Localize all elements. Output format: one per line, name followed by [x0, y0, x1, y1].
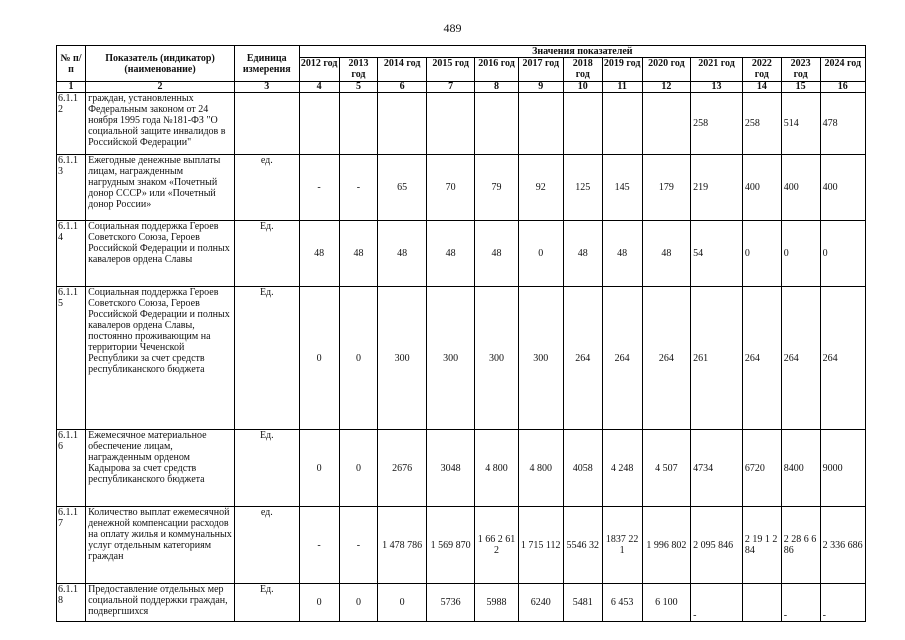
value-cell: -: [299, 507, 339, 584]
value-cell: [742, 584, 781, 622]
value-cell: -: [691, 584, 743, 622]
value-cell: 6720: [742, 430, 781, 507]
value-cell: 48: [642, 221, 691, 287]
row-unit: Ед.: [234, 430, 299, 507]
index-cell: 1: [57, 82, 86, 93]
row-number: 6.1.1 4: [57, 221, 86, 287]
value-cell: 261: [691, 287, 743, 430]
header-unit: Единица измерения: [234, 46, 299, 82]
value-cell: 48: [339, 221, 378, 287]
year-header: 2018 год: [563, 58, 602, 82]
year-header: 2023 год: [781, 58, 820, 82]
value-cell: 4 800: [518, 430, 563, 507]
row-indicator: Ежемесячное материальное обеспечение лицам, награжденным орденом Кадырова за счет средств республиканского бюджета: [86, 430, 235, 507]
header-num: № п/п: [57, 46, 86, 82]
value-cell: 48: [563, 221, 602, 287]
value-cell: 219: [691, 155, 743, 221]
value-cell: 4058: [563, 430, 602, 507]
value-cell: 264: [563, 287, 602, 430]
year-header: 2021 год: [691, 58, 743, 82]
index-cell: 4: [299, 82, 339, 93]
value-cell: [602, 93, 642, 155]
row-unit: Ед.: [234, 221, 299, 287]
value-cell: 0: [518, 221, 563, 287]
value-cell: 6 100: [642, 584, 691, 622]
value-cell: 264: [820, 287, 865, 430]
table-row: [57, 221, 866, 287]
index-cell: 8: [475, 82, 518, 93]
value-cell: 258: [742, 93, 781, 155]
value-cell: 65: [378, 155, 427, 221]
index-cell: 5: [339, 82, 378, 93]
value-cell: 179: [642, 155, 691, 221]
index-cell: 11: [602, 82, 642, 93]
value-cell: 5736: [426, 584, 475, 622]
row-unit: ед.: [234, 507, 299, 584]
year-header: 2024 год: [820, 58, 865, 82]
row-indicator: Социальная поддержка Героев Советского Союза, Героев Российской Федерации и полных кавалеров ордена Славы, постоянно проживающим на территории Чеченской Республики за счет средств республиканского бюджета: [86, 287, 235, 430]
value-cell: 0: [742, 221, 781, 287]
year-header: 2019 год: [602, 58, 642, 82]
index-cell: 12: [642, 82, 691, 93]
value-cell: 54: [691, 221, 743, 287]
value-cell: 0: [339, 287, 378, 430]
value-cell: 4 248: [602, 430, 642, 507]
value-cell: -: [299, 155, 339, 221]
value-cell: 0: [299, 584, 339, 622]
row-indicator: Ежегодные денежные выплаты лицам, награжденным нагрудным знаком «Почетный донор СССР» или «Почетный донор России»: [86, 155, 235, 221]
index-cell: 13: [691, 82, 743, 93]
index-cell: 9: [518, 82, 563, 93]
year-header: 2017 год: [518, 58, 563, 82]
index-cell: 2: [86, 82, 235, 93]
value-cell: 145: [602, 155, 642, 221]
value-cell: 0: [378, 584, 427, 622]
value-cell: 48: [602, 221, 642, 287]
row-number: 6.1.1 6: [57, 430, 86, 507]
value-cell: 258: [691, 93, 743, 155]
value-cell: 300: [378, 287, 427, 430]
value-cell: 2676: [378, 430, 427, 507]
value-cell: 4 507: [642, 430, 691, 507]
value-cell: 1837 221: [602, 507, 642, 584]
value-cell: 478: [820, 93, 865, 155]
value-cell: 264: [642, 287, 691, 430]
value-cell: 1 569 870: [426, 507, 475, 584]
value-cell: 2 095 846: [691, 507, 743, 584]
value-cell: 514: [781, 93, 820, 155]
row-number: 6.1.1 3: [57, 155, 86, 221]
value-cell: [339, 93, 378, 155]
year-header: 2016 год: [475, 58, 518, 82]
value-cell: 8400: [781, 430, 820, 507]
value-cell: 0: [820, 221, 865, 287]
value-cell: 48: [475, 221, 518, 287]
value-cell: 1 478 786: [378, 507, 427, 584]
value-cell: 300: [518, 287, 563, 430]
value-cell: 6 453: [602, 584, 642, 622]
year-header: 2015 год: [426, 58, 475, 82]
value-cell: 1 996 802: [642, 507, 691, 584]
value-cell: [475, 93, 518, 155]
value-cell: -: [339, 507, 378, 584]
index-cell: 6: [378, 82, 427, 93]
year-header: 2012 год: [299, 58, 339, 82]
table-row: [57, 93, 866, 155]
value-cell: 2 19 1 284: [742, 507, 781, 584]
value-cell: 264: [742, 287, 781, 430]
value-cell: 4734: [691, 430, 743, 507]
row-number: 6.1.1 8: [57, 584, 86, 622]
index-cell: 16: [820, 82, 865, 93]
value-cell: 2 28 6 686: [781, 507, 820, 584]
header-indicator: Показатель (индикатор) (наименование): [86, 46, 235, 82]
value-cell: 4 800: [475, 430, 518, 507]
value-cell: [299, 93, 339, 155]
value-cell: 92: [518, 155, 563, 221]
value-cell: 1 715 112: [518, 507, 563, 584]
value-cell: 400: [742, 155, 781, 221]
value-cell: [518, 93, 563, 155]
value-cell: 0: [299, 430, 339, 507]
value-cell: 5481: [563, 584, 602, 622]
value-cell: 79: [475, 155, 518, 221]
table-row: [57, 584, 866, 622]
row-unit: Ед.: [234, 287, 299, 430]
value-cell: 48: [299, 221, 339, 287]
row-number: 6.1.1 5: [57, 287, 86, 430]
table-row: [57, 507, 866, 584]
value-cell: [378, 93, 427, 155]
value-cell: 125: [563, 155, 602, 221]
index-cell: 14: [742, 82, 781, 93]
value-cell: 2 336 686: [820, 507, 865, 584]
value-cell: 48: [378, 221, 427, 287]
value-cell: [563, 93, 602, 155]
value-cell: 5546 32: [563, 507, 602, 584]
row-unit: ед.: [234, 155, 299, 221]
value-cell: 48: [426, 221, 475, 287]
value-cell: 0: [339, 584, 378, 622]
index-cell: 10: [563, 82, 602, 93]
value-cell: [426, 93, 475, 155]
value-cell: 400: [781, 155, 820, 221]
year-header: 2014 год: [378, 58, 427, 82]
value-cell: 300: [426, 287, 475, 430]
index-cell: 7: [426, 82, 475, 93]
index-cell: 3: [234, 82, 299, 93]
value-cell: 6240: [518, 584, 563, 622]
value-cell: -: [339, 155, 378, 221]
value-cell: 300: [475, 287, 518, 430]
value-cell: 1 66 2 612: [475, 507, 518, 584]
row-indicator: граждан, установленных Федеральным законом от 24 ноября 1995 года №181-ФЗ "О социальной защите инвалидов в Российской Федерации": [86, 93, 235, 155]
value-cell: 9000: [820, 430, 865, 507]
row-indicator: Количество выплат ежемесячной денежной компенсации расходов на оплату жилья и коммунальных услуг отдельным категориям граждан: [86, 507, 235, 584]
value-cell: 264: [602, 287, 642, 430]
table-row: [57, 155, 866, 221]
table-row: [57, 287, 866, 430]
year-header: 2020 год: [642, 58, 691, 82]
value-cell: -: [820, 584, 865, 622]
value-cell: 264: [781, 287, 820, 430]
value-cell: 5988: [475, 584, 518, 622]
value-cell: 0: [299, 287, 339, 430]
row-unit: Ед.: [234, 584, 299, 622]
index-cell: 15: [781, 82, 820, 93]
value-cell: 0: [339, 430, 378, 507]
row-number: 6.1.1 2: [57, 93, 86, 155]
year-header: 2022 год: [742, 58, 781, 82]
table-row: [57, 430, 866, 507]
row-indicator: Предоставление отдельных мер социальной поддержки граждан, подвергшихся: [86, 584, 235, 622]
row-unit: [234, 93, 299, 155]
value-cell: 70: [426, 155, 475, 221]
value-cell: -: [781, 584, 820, 622]
value-cell: [642, 93, 691, 155]
indicators-table: [56, 45, 866, 622]
header-values: Значения показателей: [299, 46, 865, 58]
value-cell: 0: [781, 221, 820, 287]
row-number: 6.1.1 7: [57, 507, 86, 584]
value-cell: 400: [820, 155, 865, 221]
row-indicator: Социальная поддержка Героев Советского Союза, Героев Российской Федерации и полных кавалеров ордена Славы: [86, 221, 235, 287]
year-header: 2013 год: [339, 58, 378, 82]
value-cell: 3048: [426, 430, 475, 507]
page-number: 489: [443, 21, 462, 35]
